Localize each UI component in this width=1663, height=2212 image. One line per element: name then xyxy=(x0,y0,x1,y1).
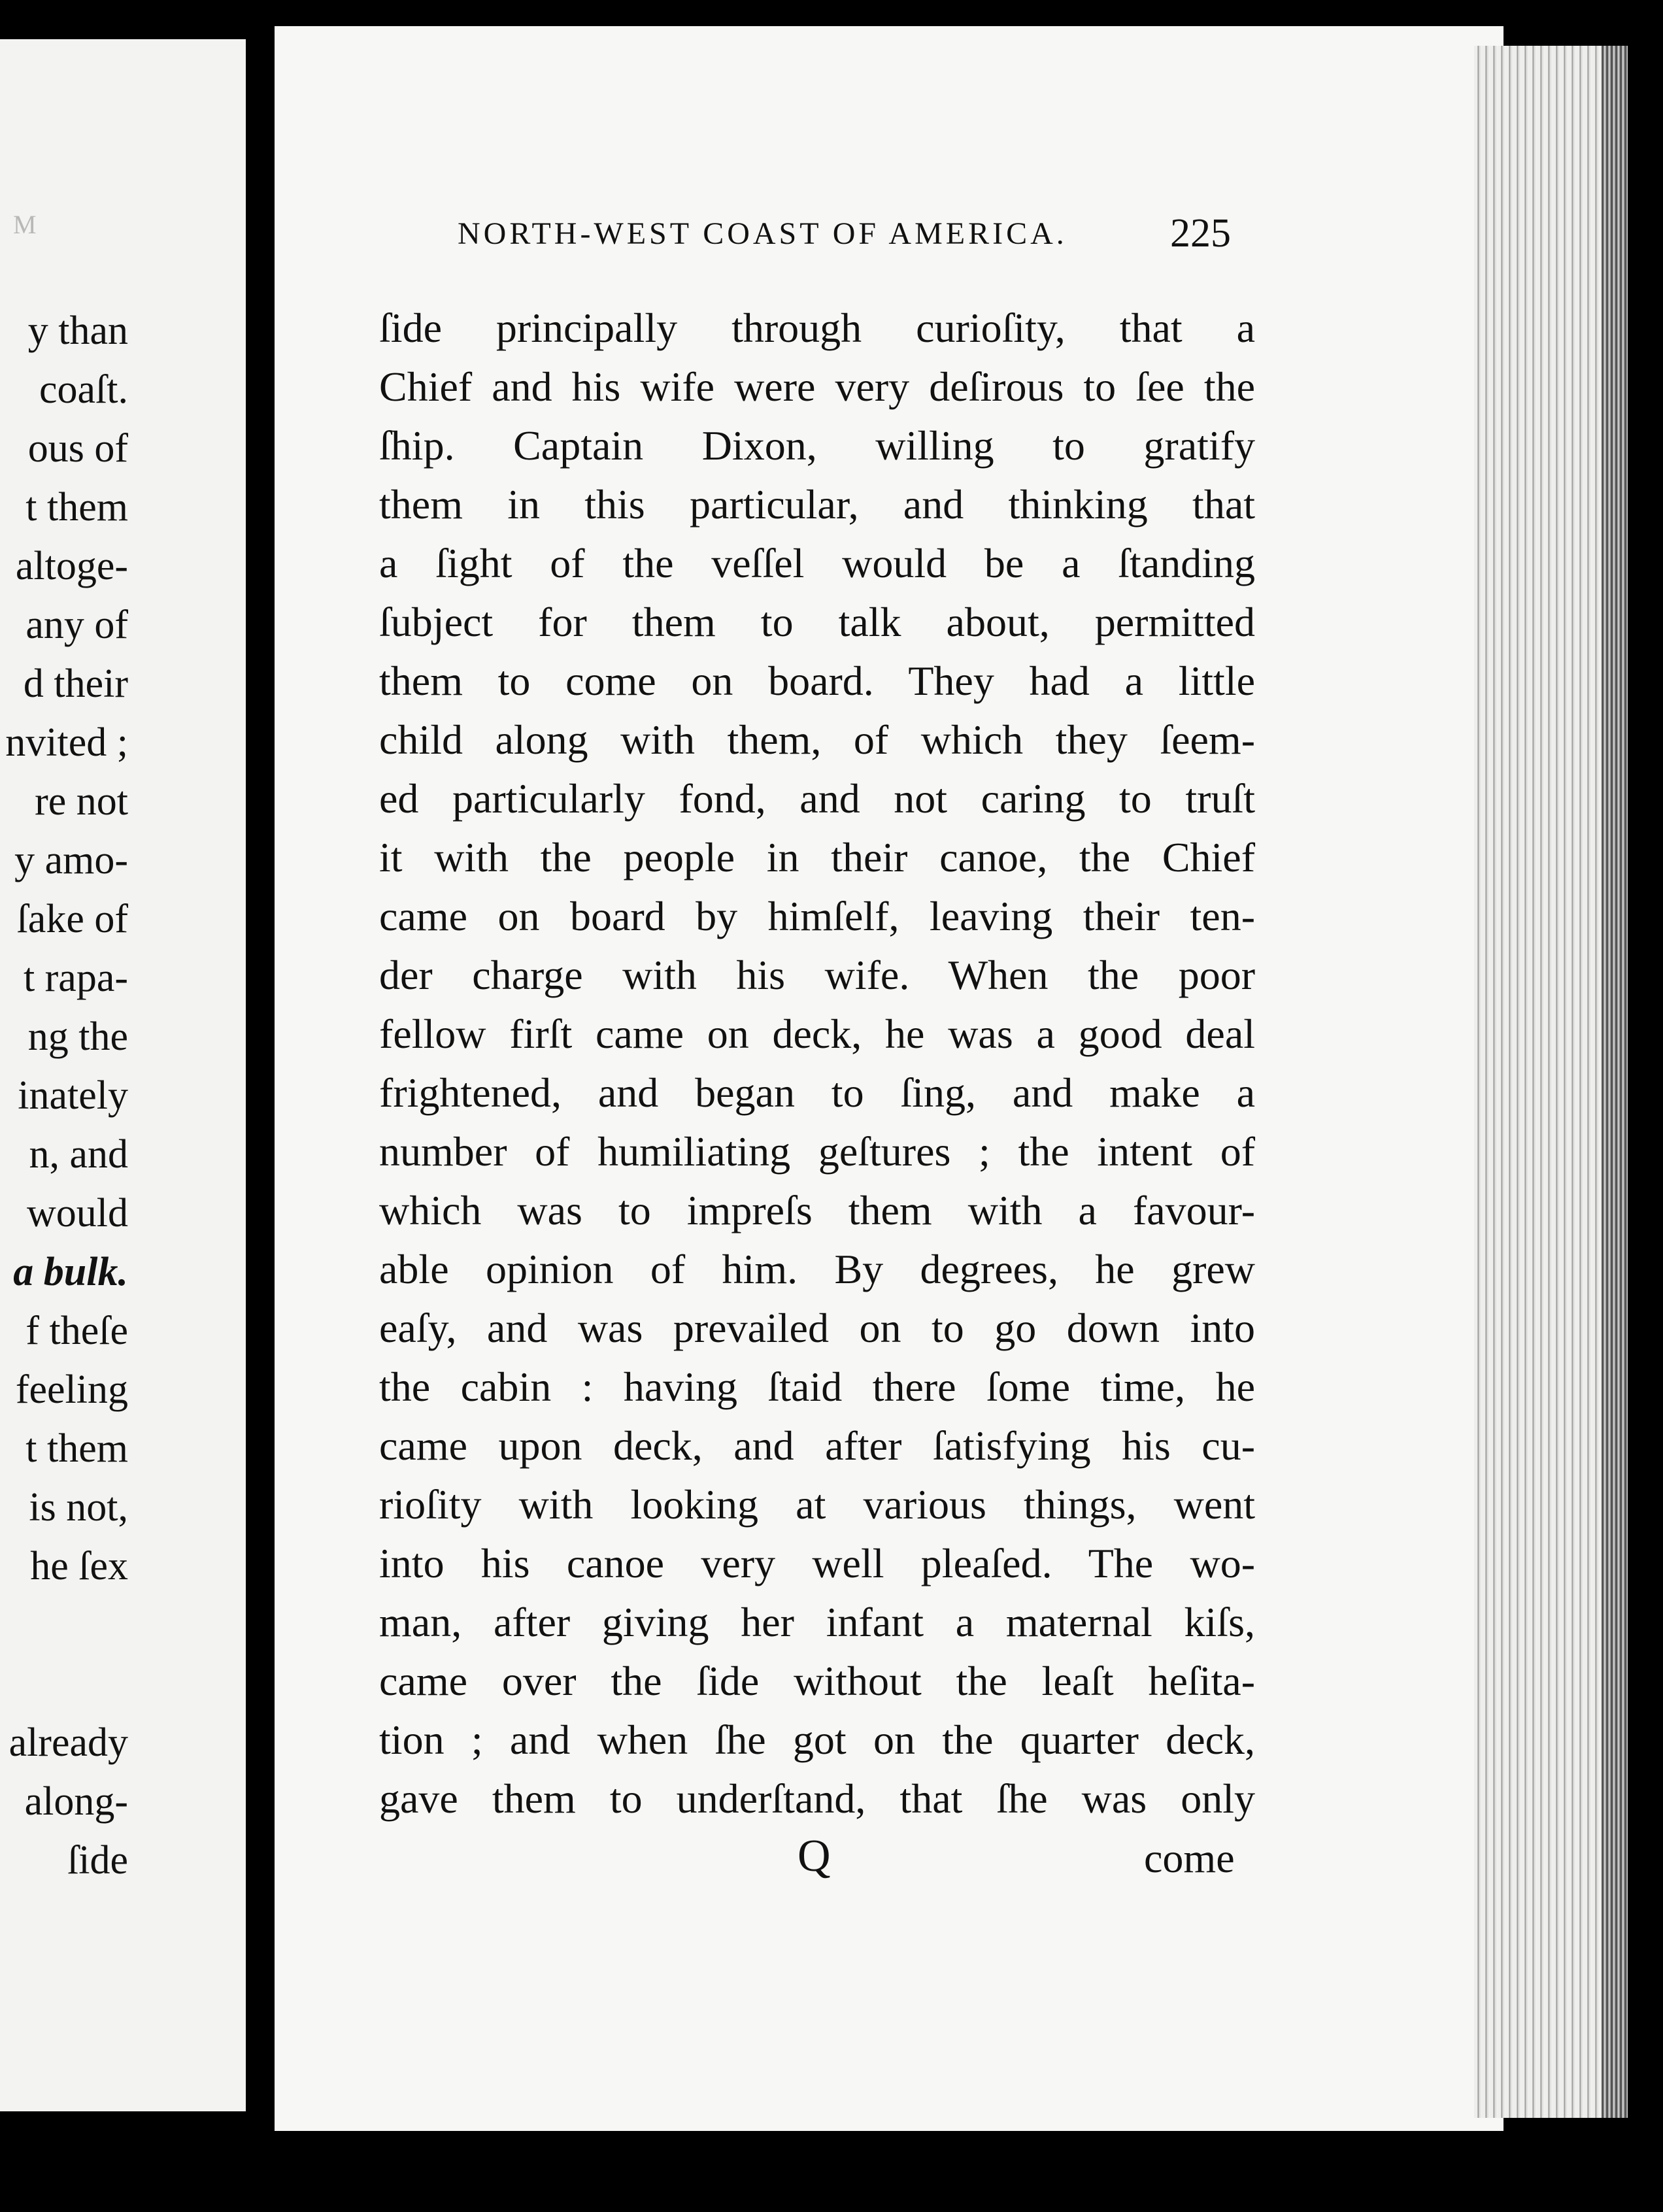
left-line: y amo- xyxy=(14,838,128,882)
body-line: number of humiliating geſtures ; the intent of xyxy=(379,1128,1255,1175)
left-line: ſake of xyxy=(16,897,128,941)
body-line: gave them to underſtand, that ſhe was only xyxy=(379,1775,1255,1822)
body-line: ſide principally through curioſity, that a xyxy=(379,305,1255,351)
left-line: would xyxy=(27,1191,128,1235)
body-line: eaſy, and was prevailed on to go down into xyxy=(379,1305,1255,1351)
body-line: tion ; and when ſhe got on the quarter deck, xyxy=(379,1717,1255,1763)
body-line: der charge with his wife. When the poor xyxy=(379,952,1255,998)
left-line: nvited ; xyxy=(5,720,128,765)
left-line: f theſe xyxy=(25,1309,128,1353)
left-line: along- xyxy=(24,1779,128,1824)
left-line: any of xyxy=(25,603,128,647)
left-line: altoge- xyxy=(15,544,128,588)
previous-page-fragment xyxy=(0,39,246,2111)
body-line: frightened, and began to ſing, and make a xyxy=(379,1069,1255,1116)
left-line: d their xyxy=(23,662,128,706)
book-gutter xyxy=(246,26,275,2137)
signature-mark: Q xyxy=(798,1831,831,1881)
body-line: rioſity with looking at various things, went xyxy=(379,1481,1255,1528)
body-line: ſubject for them to talk about, permitted xyxy=(379,599,1255,645)
left-line: is not, xyxy=(29,1485,128,1530)
left-line: t them xyxy=(25,485,128,529)
body-line: a ſight of the veſſel would be a ſtanding xyxy=(379,540,1255,586)
left-line: already xyxy=(8,1720,128,1765)
left-line: t them xyxy=(25,1426,128,1471)
left-line: y than xyxy=(27,309,128,353)
body-line: into his canoe very well pleaſed. The wo- xyxy=(379,1540,1255,1586)
body-line: ſhip. Captain Dixon, willing to gratify xyxy=(379,422,1255,469)
body-line: them in this particular, and thinking that xyxy=(379,481,1255,528)
bleed-through-mark: M xyxy=(13,210,37,239)
body-line: came over the ſide without the leaſt heſita- xyxy=(379,1658,1255,1704)
body-line: came upon deck, and after ſatisfying his cu- xyxy=(379,1422,1255,1469)
catchword: come xyxy=(1144,1835,1235,1881)
body-line: Chief and his wife were very deſirous to ſee the xyxy=(379,363,1255,410)
body-line: able opinion of him. By degrees, he grew xyxy=(379,1246,1255,1292)
body-line: came on board by himſelf, leaving their ten- xyxy=(379,893,1255,939)
body-line: ed particularly fond, and not caring to truſt xyxy=(379,775,1255,822)
left-line: t rapa- xyxy=(23,956,128,1000)
left-line: ous of xyxy=(27,426,128,471)
page-edges xyxy=(1474,46,1628,2118)
body-line: them to come on board. They had a little xyxy=(379,658,1255,704)
left-line: inately xyxy=(18,1073,128,1118)
left-line: ſide xyxy=(67,1838,128,1883)
left-line: coaſt. xyxy=(39,367,128,412)
left-line: feeling xyxy=(15,1367,128,1412)
body-line: the cabin : having ſtaid there ſome time, he xyxy=(379,1364,1255,1410)
left-line: ng the xyxy=(27,1014,128,1059)
body-line: fellow firſt came on deck, he was a good deal xyxy=(379,1011,1255,1057)
running-head: NORTH-WEST COAST OF AMERICA. xyxy=(458,216,1067,251)
page-edge-shadow xyxy=(1602,46,1628,2118)
left-line: a bulk. xyxy=(13,1250,128,1294)
left-line: n, and xyxy=(29,1132,128,1177)
left-line: he ſex xyxy=(30,1544,128,1588)
body-line: man, after giving her infant a maternal kiſs, xyxy=(379,1599,1255,1645)
left-line: re not xyxy=(35,779,128,824)
body-line: it with the people in their canoe, the Chief xyxy=(379,834,1255,880)
body-line: child along with them, of which they ſeem- xyxy=(379,716,1255,763)
body-line: which was to impreſs them with a favour- xyxy=(379,1187,1255,1233)
page-number: 225 xyxy=(1170,211,1231,256)
